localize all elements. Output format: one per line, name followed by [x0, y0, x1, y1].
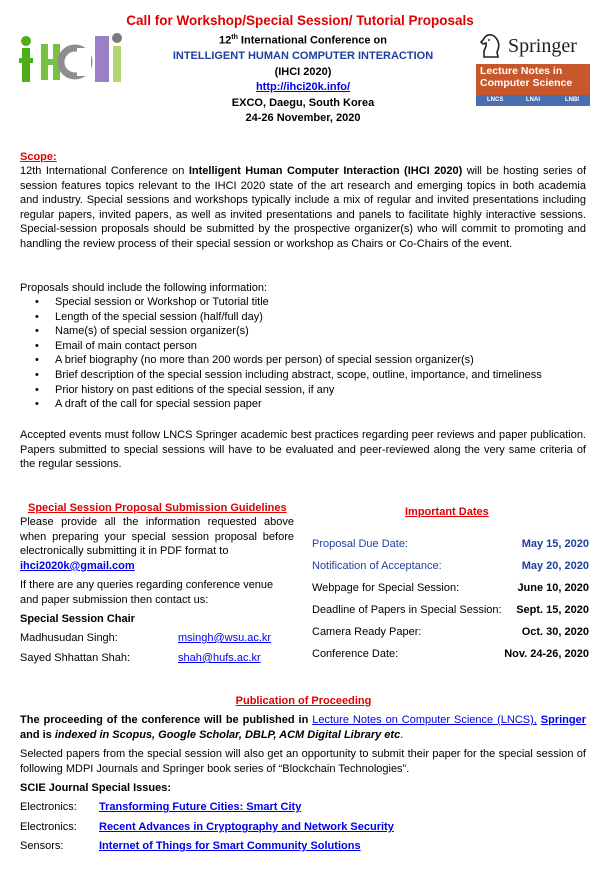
- date-label: Conference Date:: [312, 648, 399, 660]
- date-label: Deadline of Papers in Special Session:: [312, 604, 502, 616]
- list-item: • A brief biography (no more than 200 words per person) of special session organizer(s): [20, 353, 600, 368]
- lncs-logo-title: Lecture Notes in Computer Science: [480, 65, 573, 89]
- date-value: Nov. 24-26, 2020: [504, 648, 589, 660]
- issue-row: [20, 820, 600, 835]
- chair-heading: Special Session Chair: [20, 613, 135, 625]
- date-value: Sept. 15, 2020: [516, 604, 589, 616]
- lncs-sub-2: LNAI: [526, 97, 540, 103]
- springer-logo: [476, 30, 591, 62]
- issue-journal: Electronics:: [20, 801, 77, 813]
- guidelines-email-link[interactable]: ihci2020k@gmail.com: [20, 560, 135, 572]
- publication-p1-a: The proceeding of the conference will be published in: [20, 714, 313, 726]
- guidelines-queries: If there are any queries regarding conference venue and paper submission then contact us:: [20, 579, 274, 606]
- accepted-paragraph: Accepted events must follow LNCS Springer academic best practices regarding peer reviews and paper publication. Papers submitted to special sessions will have to be evaluated and peer-reviewed along the very same criteria of the regular sessions.: [20, 429, 586, 471]
- list-item: • Email of main contact person: [20, 339, 600, 354]
- date-value: June 10, 2020: [517, 582, 589, 594]
- conference-url-wrap: [200, 80, 406, 94]
- guidelines-email-wrap: [20, 559, 135, 574]
- publication-p1-c: indexed in Scopus, Google Scholar, DBLP, ACM Digital Library etc: [54, 728, 401, 741]
- issue-title-link[interactable]: Internet of Things for Smart Community Solutions: [99, 840, 361, 852]
- scope-p1-a: 12th International Conference on: [20, 165, 189, 177]
- list-item: • Brief description of the special session including abstract, scope, outline, importance, and timeliness: [20, 368, 600, 383]
- scie-heading: SCIE Journal Special Issues:: [20, 782, 172, 794]
- scope-p1-c: will be hosting series of session features topics relevant to the IHCI 2020 state of the art research and emerging topics in both academia and industry. Special sessions and workshops typically include a mix of regular and invited presentations including regular papers, invited papers, as well as invited presentations and panels to facilitate highly interactive sessions. Special-session proposals should be submitted by the prospective organizer(s) who will commit to promoting and handling the review process of their special session or workshop as Chairs or Co-Chairs of the event.: [20, 165, 587, 250]
- ihci-logo-graphic: [17, 28, 125, 90]
- date-value: Oct. 30, 2020: [521, 626, 589, 638]
- ihci-logo: [17, 28, 125, 90]
- date-value: May 20, 2020: [521, 560, 589, 572]
- issue-title-link[interactable]: Recent Advances in Cryptography and Network Security: [99, 821, 394, 833]
- scope-paragraph: [20, 164, 586, 252]
- date-row: [312, 625, 589, 640]
- important-dates-heading: Important Dates: [405, 506, 489, 518]
- lncs-logo-subs: [476, 95, 590, 106]
- publication-paragraph-1: [20, 713, 586, 742]
- chair-name: Sayed Shhattan Shah:: [20, 652, 131, 664]
- date-row: [312, 603, 589, 618]
- date-label: Webpage for Special Session:: [312, 582, 460, 594]
- proposal-items-list: [20, 295, 600, 412]
- issue-journal: Sensors:: [20, 840, 64, 852]
- venue: EXCO, Daegu, South Korea: [231, 97, 375, 109]
- date-label: Proposal Due Date:: [312, 538, 408, 550]
- conference-line: [130, 31, 476, 48]
- date-label: Camera Ready Paper:: [312, 626, 422, 638]
- springer-link[interactable]: Springer: [540, 714, 586, 726]
- lncs-sub-1: LNCS: [487, 97, 504, 103]
- proposals-intro: Proposals should include the following information:: [20, 282, 268, 294]
- issue-row: [20, 839, 600, 854]
- conference-abbr: (IHCI 2020): [274, 66, 332, 78]
- list-item: • A draft of the call for special session paper: [20, 397, 600, 412]
- conference-name: INTELLIGENT HUMAN COMPUTER INTERACTION: [172, 50, 434, 62]
- chair-name: Madhusudan Singh:: [20, 632, 118, 644]
- publication-heading: Publication of Proceeding: [235, 695, 372, 707]
- chair-email-link[interactable]: msingh@wsu.ac.kr: [178, 632, 272, 644]
- scope-heading: Scope:: [20, 151, 57, 163]
- springer-knight-icon: [476, 30, 506, 60]
- date-label: Notification of Acceptance:: [312, 560, 442, 572]
- chair-email-link[interactable]: shah@hufs.ac.kr: [178, 652, 261, 664]
- conference-url-link[interactable]: http://ihci20k.info/: [255, 81, 351, 93]
- call-title: Call for Workshop/Special Session/ Tutorial Proposals: [126, 13, 474, 28]
- date-row: [312, 559, 589, 574]
- issue-row: [20, 800, 600, 815]
- list-item: • Length of the special session (half/full day): [20, 310, 600, 325]
- list-item: • Name(s) of special session organizer(s): [20, 324, 600, 339]
- guidelines-heading: Special Session Proposal Submission Guidelines: [28, 502, 287, 514]
- issue-journal: Electronics:: [20, 821, 77, 833]
- publication-p1-b: and is: [20, 728, 55, 741]
- conference-intl: International Conference on: [237, 34, 387, 47]
- chair-row: [20, 651, 300, 666]
- list-item: • Prior history on past editions of the special session, if any: [20, 383, 600, 398]
- scope-p1-b: Intelligent Human Computer Interaction (IHCI 2020): [188, 165, 463, 177]
- list-item: • Special session or Workshop or Tutorial title: [20, 295, 600, 310]
- publication-p1-d: .: [400, 728, 404, 741]
- date-row: [312, 581, 589, 596]
- chair-row: [20, 631, 300, 646]
- lncs-link[interactable]: Lecture Notes on Computer Science (LNCS),: [312, 714, 537, 726]
- date-row: [312, 647, 589, 662]
- guidelines-text: Please provide all the information requested above when preparing your special session proposal before electronically submitting it in PDF format to: [20, 516, 294, 558]
- springer-wordmark: Springer: [508, 35, 577, 57]
- conference-number-suffix: th: [231, 34, 238, 41]
- lncs-logo: [476, 64, 590, 106]
- conference-dates: 24-26 November, 2020: [245, 112, 361, 124]
- date-row: [312, 537, 589, 552]
- conference-number: 12: [219, 34, 232, 47]
- date-value: May 15, 2020: [521, 538, 589, 550]
- publication-paragraph-2: Selected papers from the special session will also get an opportunity to submit their paper for the special session of following MDPI Journals and Springer book series of “Blockchain Technologies”.: [20, 748, 586, 775]
- lncs-sub-3: LNBI: [565, 97, 579, 103]
- issue-title-link[interactable]: Transforming Future Cities: Smart City: [99, 801, 302, 813]
